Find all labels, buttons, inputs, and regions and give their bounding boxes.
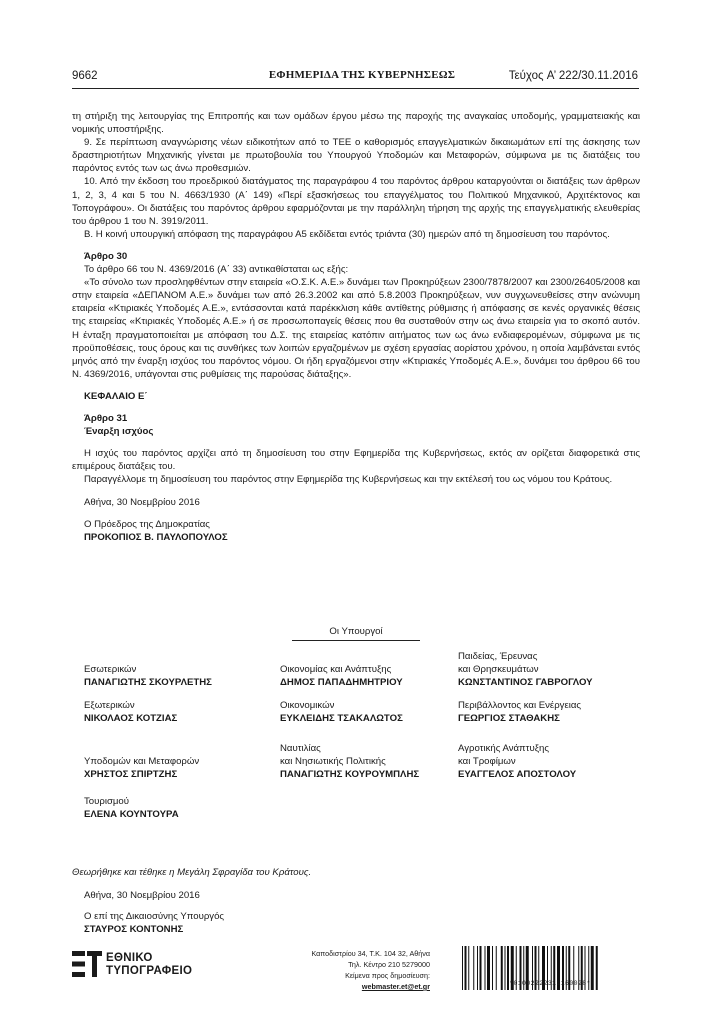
issue-info: Τεύχος A’ 222/30.11.2016: [508, 70, 638, 82]
minister-name: ΝΙΚΟΛΑΟΣ ΚΟΤΖΙΑΣ: [84, 713, 178, 725]
minister-entry: [458, 742, 576, 781]
contact-block: [300, 948, 430, 992]
minister-name: ΕΥΚΛΕΙΔΗΣ ΤΣΑΚΑΛΩΤΟΣ: [280, 713, 403, 725]
minister-entry: [280, 699, 403, 725]
address: Καποδιστρίου 34, Τ.Κ. 104 32, Αθήνα: [311, 949, 430, 958]
logo-wordmark: [106, 952, 192, 978]
ministry-name: και Τροφίμων: [458, 756, 516, 768]
paragraph: Το άρθρο 66 του Ν. 4369/2016 (Α΄ 33) αντικαθίσταται ως εξής:: [84, 264, 349, 276]
barcode-number: *01002222311160028*: [509, 980, 591, 987]
justice-minister-name: ΣΤΑΥΡΟΣ ΚΟΝΤΟΝΗΣ: [84, 924, 184, 936]
minister-name: ΓΕΩΡΓΙΟΣ ΣΤΑΘΑΚΗΣ: [458, 713, 560, 725]
paragraph: Η ισχύς του παρόντος αρχίζει από τη δημοσίευση του στην Εφημερίδα της Κυβερνήσεως, εκτός αν ορίζεται διαφορετικά στις επιμέρους διατάξεις του.: [72, 448, 640, 473]
ministry-name: Αγροτικής Ανάπτυξης: [458, 743, 549, 754]
email-line: [300, 970, 430, 992]
minister-name: ΚΩΝΣΤΑΝΤΙΝΟΣ ΓΑΒΡΟΓΛΟΥ: [458, 677, 593, 689]
minister-name: ΕΛΕΝΑ ΚΟΥΝΤΟΥΡΑ: [84, 809, 179, 821]
logo-line: ΕΘΝΙΚΟ: [106, 952, 153, 964]
article-31-subtitle: Έναρξη ισχύος: [84, 426, 154, 438]
president-name: ΠΡΟΚΟΠΙΟΣ Β. ΠΑΥΛΟΠΟΥΛΟΣ: [84, 531, 228, 543]
paragraph: Παραγγέλλομε τη δημοσίευση του παρόντος στην Εφημερίδα της Κυβερνήσεως και την εκτέλεσή του ως νόμου του Κράτους.: [84, 474, 613, 486]
chapter-heading: ΚΕΦΑΛΑΙΟ Ε΄: [84, 390, 148, 402]
national-printing-office-logo: [72, 951, 102, 977]
minister-entry: [280, 663, 403, 689]
minister-entry: [84, 663, 212, 689]
ministry-name: Οικονομικών: [280, 700, 335, 711]
paragraph: τη στήριξη της λειτουργίας της Επιτροπής και των ομάδων έργου μέσω της παροχής της αναγκαίας υποδομής, γραμματειακής και νομικής υποστήριξης.: [72, 111, 640, 136]
ministry-name: Τουρισμού: [84, 796, 130, 807]
paragraph: «Το σύνολο των προσληφθέντων στην εταιρεία «Ο.Σ.Κ. Α.Ε.» δυνάμει των Προκηρύξεων 2300/7878/2007 και 2300/26405/2008 και στην εταιρεία «ΔΕΠΑΝΟΜ Α.Ε.» δυνάμει των από 26.3.2002 και από 5.8.2003 Προκηρύξεων, νυν συγχωνευθείσες στην ανώνυμη εταιρεία «Κτιριακές Υποδομές Α.Ε.», εντάσσονται κατά παρέκκλιση κάθε αντίθετης ρύθμισης ή απόφασης σε κενές οργανικές θέσεις της εταιρείας «Κτιριακές Υποδομές Α.Ε.» ή σε προσωποπαγείς θέσεις που θα συσταθούν στην ως άνω εταιρεία για το σκοπό αυτόν. Η ένταξη πραγματοποιείται με απόφαση του Δ.Σ. της εταιρείας κατόπιν αιτήματος των ως άνω ενδιαφερομένων, σύμφωνα με τις προϋποθέσεις, τους όρους και τις συνθήκες των λοιπών εργαζομένων με σχέση εργασίας αορίστου χρόνου, η οποία λαμβάνεται εντός μηνός από την έναρξη ισχύος του παρόντος νόμου. Οι ήδη εργαζόμενοι στην «Κτιριακές Υποδομές Α.Ε.», δυνάμει του άρθρου 66 του Ν. 4369/2016, υπάγονται στις ρυθμίσεις της παρούσας διάταξης».: [72, 277, 640, 380]
paragraph: Β. Η κοινή υπουργική απόφαση της παραγράφου Α5 εκδίδεται εντός τριάντα (30) ημερών από τη δημοσίευση του παρόντος.: [84, 228, 610, 240]
minister-name: ΧΡΗΣΤΟΣ ΣΠΙΡΤΖΗΣ: [84, 769, 178, 781]
email-label: Κείμενα προς δημοσίευση:: [345, 971, 430, 980]
document-body: [72, 110, 640, 544]
ministry-name: Περιβάλλοντος και Ενέργειας: [458, 700, 582, 711]
email-link[interactable]: webmaster.et@et.gr: [361, 982, 430, 991]
ministry-name: Παιδείας, Έρευνας: [458, 651, 538, 662]
minister-name: ΔΗΜΟΣ ΠΑΠΑΔΗΜΗΤΡΙΟΥ: [280, 677, 403, 689]
gazette-title: ΕΦΗΜΕΡΙΔΑ ΤΗΣ ΚΥΒΕΡΝΗΣΕΩΣ: [268, 69, 456, 81]
ministry-name: Υποδομών και Μεταφορών: [84, 756, 200, 767]
ministry-name: Εξωτερικών: [84, 700, 135, 711]
ministry-name: Οικονομίας και Ανάπτυξης: [280, 664, 392, 675]
ministry-name: και Θρησκευμάτων: [458, 664, 539, 676]
minister-name: ΕΥΑΓΓΕΛΟΣ ΑΠΟΣΤΟΛΟΥ: [458, 769, 577, 781]
paragraph: 10. Από την έκδοση του προεδρικού διατάγματος της παραγράφου 4 του παρόντος άρθρου καταργούνται οι διατάξεις των άρθρων 1, 2, 3, 4 και 5 του Ν. 4663/1930 (Α΄ 149) «Περί εξασκήσεως του επαγγέλματος του Πολιτικού Μηχανικού, Αρχιτέκτονος και Τοπογράφου». Οι διατάξεις του παρόντος άρθρου εφαρμόζονται με την παράλληλη τήρηση της αρχής της επαγγελματικής ελευθερίας του άρθρου 1 του Ν. 3919/2011.: [72, 176, 640, 227]
president-role: Ο Πρόεδρος της Δημοκρατίας: [84, 518, 210, 530]
closing-block: [72, 866, 640, 936]
article-30-title: Άρθρο 30: [84, 250, 128, 262]
minister-entry: [84, 755, 199, 781]
minister-entry: [280, 742, 419, 781]
ministers-heading: Οι Υπουργοί: [329, 626, 383, 637]
ministry-name: και Νησιωτικής Πολιτικής: [280, 756, 386, 768]
ministry-name: Εσωτερικών: [84, 664, 137, 675]
article-31-title: Άρθρο 31: [84, 412, 128, 424]
ministry-name: Ναυτιλίας: [280, 743, 321, 754]
minister-entry: [84, 699, 177, 725]
paragraph: 9. Σε περίπτωση αναγνώρισης νέων ειδικοτήτων από το ΤΕΕ ο καθορισμός επαγγελματικών δικαιωμάτων επί της άσκησης των δραστηριοτήτων Μηχανικής γίνεται με πρωτοβουλία του Υπουργού Υποδομών και Μεταφορών, σύμφωνα με τις διατάξεις του παρόντος εντός των ως άνω προθεσμιών.: [72, 137, 640, 175]
minister-entry: [84, 795, 179, 821]
signing-date: Αθήνα, 30 Νοεμβρίου 2016: [84, 497, 200, 509]
closing-date: Αθήνα, 30 Νοεμβρίου 2016: [84, 890, 200, 902]
phone: Τηλ. Κέντρο 210 5279000: [348, 960, 430, 969]
minister-name: ΠΑΝΑΓΙΩΤΗΣ ΣΚΟΥΡΛΕΤΗΣ: [84, 677, 212, 689]
minister-name: ΠΑΝΑΓΙΩΤΗΣ ΚΟΥΡΟΥΜΠΛΗΣ: [280, 769, 420, 781]
ministers-divider: [292, 640, 420, 641]
page-number: 9662: [72, 70, 98, 82]
header-divider: [72, 88, 639, 89]
justice-minister-role: Ο επί της Δικαιοσύνης Υπουργός: [84, 911, 225, 923]
logo-line: ΤΥΠΟΓΡΑΦΕΙΟ: [106, 965, 193, 977]
minister-entry: [458, 699, 581, 725]
seal-note: Θεωρήθηκε και τέθηκε η Μεγάλη Σφραγίδα του Κράτους.: [72, 867, 312, 878]
minister-entry: [458, 650, 593, 689]
